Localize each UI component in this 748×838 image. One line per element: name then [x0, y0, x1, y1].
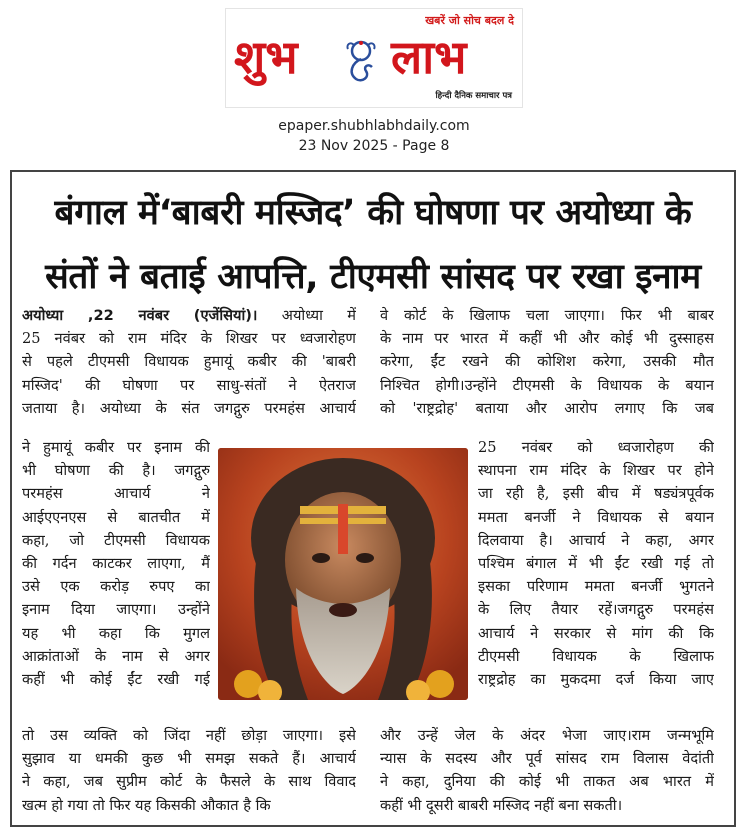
- body-line: जा रही है, इसी बीच में षड्यंत्रपूर्वक: [478, 485, 714, 503]
- body-line: राष्ट्रद्रोह का मुकदमा दर्ज किया जाए: [478, 670, 714, 688]
- body-line: ने कहा, जब सुप्रीम कोर्ट के फैसले के साथ विवाद: [22, 773, 356, 791]
- body-line: के लिए तैयार रहें।जगद्गुरु परमहंस: [478, 601, 714, 619]
- left-column-bottom: [22, 724, 356, 817]
- body-line: दिलवाया है। आचार्य ने कहा, अगर: [478, 531, 714, 549]
- body-line: उसे एक करोड़ रुपए का: [22, 578, 210, 596]
- body-line: आचार्य ने सरकार से मांग की कि: [478, 624, 714, 642]
- body-line: से पहले टीएमसी विधायक हुमायूं कबीर की 'बाबरी: [22, 353, 356, 371]
- body-line: आक्रांताओं के नाम से अगर: [22, 647, 210, 665]
- masthead-name-left: शुभ: [234, 30, 298, 84]
- right-column-narrow: [478, 436, 714, 691]
- headline-line-2: संतों ने बताई आपत्ति, टीएमसी सांसद पर रखा इनाम: [45, 257, 701, 297]
- body-line: यह भी कहा कि मुगल: [22, 624, 210, 642]
- body-line: कहा, जो टीएमसी विधायक: [22, 531, 210, 549]
- right-column-top: [380, 304, 714, 420]
- body-line: वे कोर्ट के खिलाफ चला जाएगा। फिर भी बाबर: [380, 307, 714, 324]
- right-column-bottom: [380, 724, 714, 817]
- headline-line-1: बंगाल में‘बाबरी मस्जिद’ की घोषणा पर अयोध्या के: [54, 193, 692, 233]
- body-line: 25 नवंबर को राम मंदिर के शिखर पर ध्वजारोहण: [22, 330, 356, 348]
- body-line: तो उस व्यक्ति को जिंदा नहीं छोड़ा जाएगा। इसे: [22, 727, 356, 744]
- body-line: करेगा, ईंट रखने की कोशिश करेगा, उसकी मौत: [380, 353, 714, 371]
- body-line: मस्जिद' की घोषणा पर साधु-संतों ने ऐतराज: [22, 376, 356, 394]
- body-line: ने कहा, दुनिया की कोई भी ताकत अब भारत में: [380, 773, 714, 791]
- body-line: कहीं भी कोई ईंट रखी गई: [22, 670, 210, 688]
- newspaper-masthead: [225, 8, 523, 108]
- body-line: आईएएनएस से बातचीत में: [22, 508, 210, 526]
- masthead-tagline: खबरें जो सोच बदल दे: [425, 14, 514, 27]
- body-line: के नाम पर भारत में कहीं भी और कोई भी दुस्साहस: [380, 330, 714, 348]
- edition-date: 23 Nov 2025 - Page 8: [298, 138, 450, 154]
- left-column-narrow: [22, 436, 210, 691]
- body-line: टीएमसी विधायक के खिलाफ: [478, 647, 714, 665]
- body-line: न्यास के सदस्य और पूर्व सांसद राम विलास वेदांती: [380, 750, 714, 768]
- body-line: कहीं भी दूसरी बाबरी मस्जिद नहीं बना सकती।: [380, 796, 623, 814]
- body-text: अयोध्या में: [257, 307, 356, 324]
- body-line: इनाम दिया जाएगा। उन्होंने: [22, 601, 210, 619]
- body-line: सुझाव या धमकी कुछ भी समझ सकते हैं। आचार्य: [22, 750, 356, 768]
- saint-portrait-image: [218, 448, 468, 700]
- left-column-top: [22, 304, 356, 420]
- ganesh-logo-icon: [338, 37, 384, 83]
- dateline: अयोध्या ,22 नवंबर (एजेंसियां)।: [22, 307, 258, 324]
- body-line: और उन्हें जेल के अंदर भेजा जाए।राम जन्मभूमि: [380, 727, 714, 744]
- epaper-url: epaper.shubhlabhdaily.com: [278, 118, 470, 134]
- body-line: ने हुमायूं कबीर पर इनाम की: [22, 439, 210, 456]
- body-line: की गर्दन काटकर लाएगा, मैं: [22, 554, 210, 572]
- article-photo: [218, 448, 468, 700]
- body-line: 25 नवंबर को ध्वजारोहण की: [478, 439, 714, 456]
- body-line: स्थापना राम मंदिर के शिखर पर होने: [478, 462, 714, 480]
- body-line: को 'राष्ट्रद्रोह' बताया और आरोप लगाए कि जब: [380, 399, 714, 417]
- body-line: परमहंस आचार्य ने: [22, 485, 210, 503]
- masthead-name-right: लाभ: [391, 30, 467, 84]
- body-line: पश्चिम बंगाल में भी ईंट रखी गई तो: [478, 554, 714, 572]
- body-line: ममता बनर्जी ने विधायक से बयान: [478, 508, 714, 526]
- body-line: [22, 304, 356, 327]
- body-line: इसका परिणाम ममता बनर्जी भुगतने: [478, 578, 714, 596]
- body-line: जताया है। अयोध्या के संत जगद्गुरु परमहंस आचार्य: [22, 399, 356, 417]
- body-line: भी घोषणा की है। जगद्गुरु: [22, 462, 210, 480]
- article-frame: [10, 170, 736, 827]
- body-line: खत्म हो गया तो फिर यह किसकी औकात है कि: [22, 796, 271, 814]
- body-line: निश्चित होगी।उन्होंने टीएमसी के विधायक के बयान: [380, 376, 714, 394]
- masthead-subtitle: हिन्दी दैनिक समाचार पत्र: [435, 91, 512, 101]
